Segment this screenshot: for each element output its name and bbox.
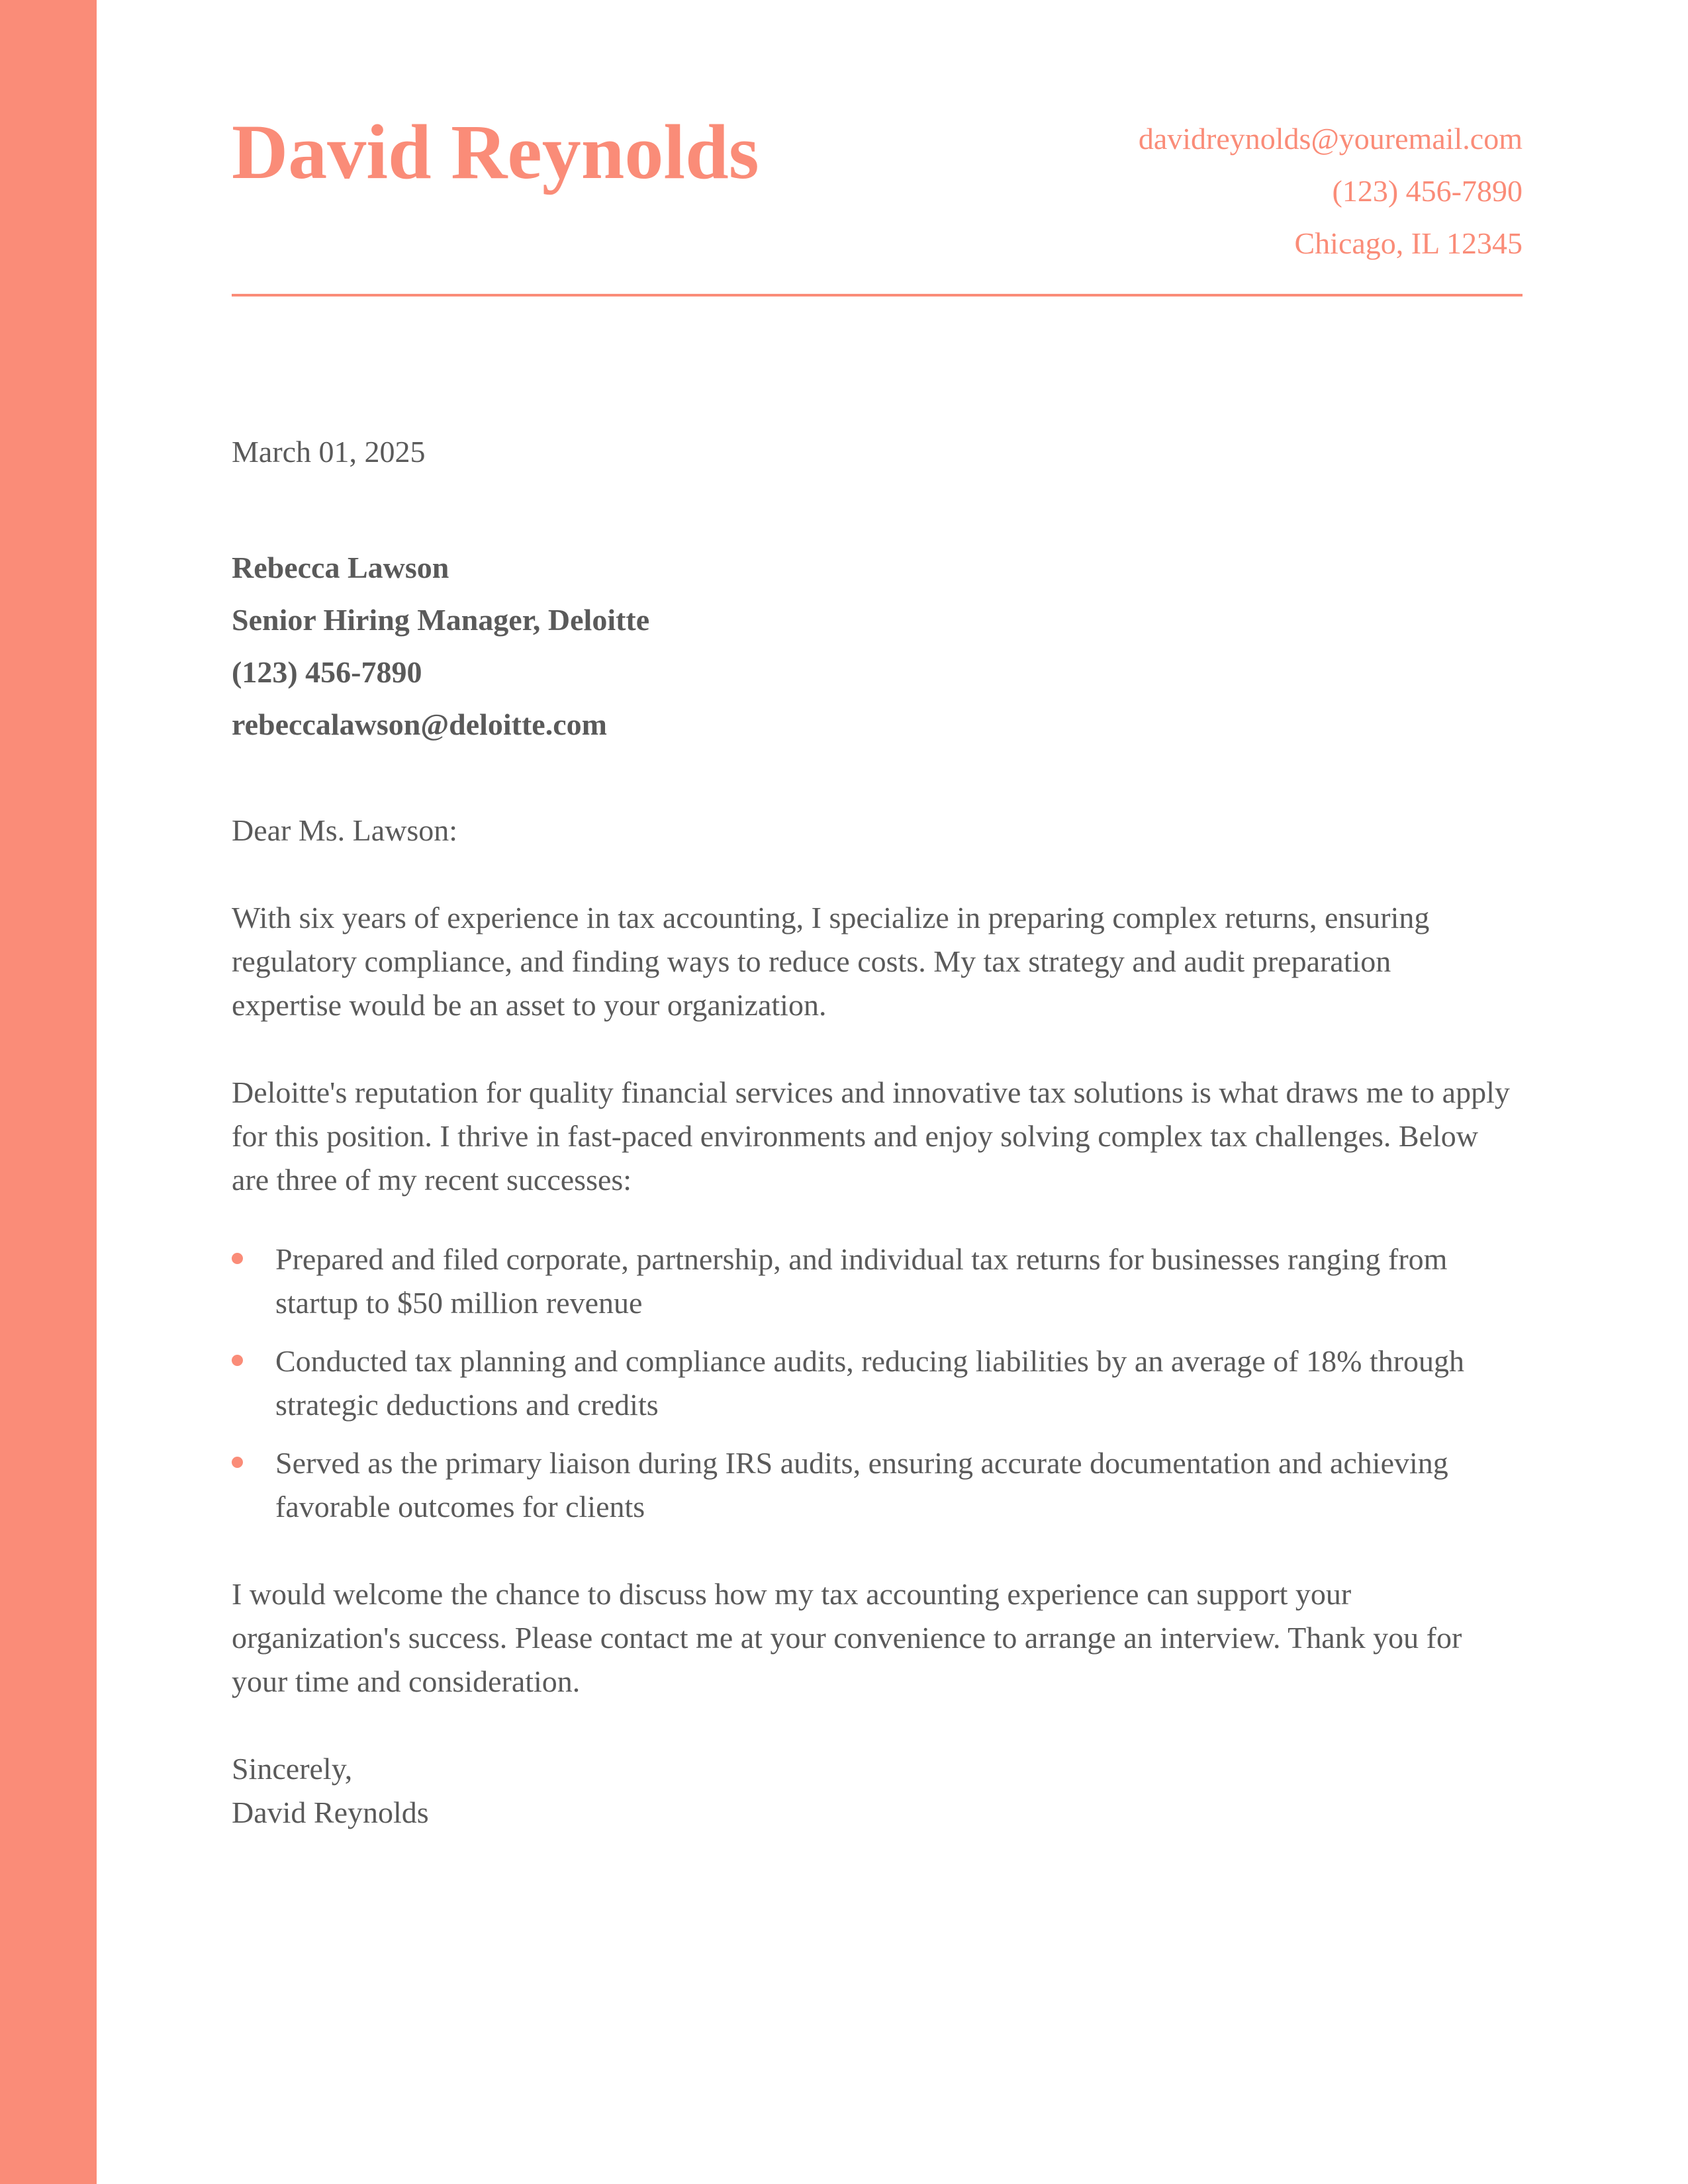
sender-email[interactable]: davidreynolds@youremail.com — [1138, 122, 1523, 156]
signature-name: David Reynolds — [232, 1796, 429, 1829]
success-text: Served as the primary liaison during IRS audits, ensuring accurate documentation and achieving favorable outcomes for clients — [275, 1446, 1448, 1524]
letter-header — [232, 106, 1523, 298]
letter-body — [232, 809, 1523, 1835]
closing-word: Sincerely, — [232, 1752, 353, 1786]
recipient-title: Senior Hiring Manager, Deloitte — [232, 603, 650, 637]
sender-contact-block — [1139, 113, 1523, 269]
cover-letter-page — [232, 0, 1523, 2184]
list-item — [232, 1340, 1523, 1427]
salutation: Dear Ms. Lawson: — [232, 813, 458, 847]
paragraph-closing: I would welcome the chance to discuss how my tax accounting experience can support your organization's success. Please contact me at your convenience to arrange an interview. Thank you for your time and consideration. — [232, 1577, 1462, 1698]
recipient-phone: (123) 456-7890 — [232, 655, 422, 689]
success-text: Prepared and filed corporate, partnership, and individual tax returns for businesses ranging from startup to $50 million revenue — [275, 1242, 1448, 1320]
sender-location: Chicago, IL 12345 — [1294, 226, 1523, 260]
recipient-block — [232, 541, 649, 751]
successes-list — [232, 1238, 1523, 1529]
bullet-dot-icon — [232, 1457, 243, 1468]
recipient-name: Rebecca Lawson — [232, 551, 449, 584]
letter-date: March 01, 2025 — [232, 435, 426, 469]
header-divider — [232, 294, 1523, 296]
bullet-dot-icon — [232, 1355, 243, 1366]
sign-off — [232, 1747, 1523, 1835]
paragraph-motivation: Deloitte's reputation for quality financial services and innovative tax solutions is what draws me to apply for this position. I thrive in fast-paced environments and enjoy solving complex tax challenges. Below are three of my recent successes: — [232, 1075, 1510, 1197]
paragraph-intro — [232, 896, 1523, 1027]
sender-name: David Reynolds — [232, 109, 759, 195]
sender-phone: (123) 456-7890 — [1332, 174, 1523, 208]
paragraph-intro-line-2: expertise would be an asset to your organization. — [232, 988, 827, 1022]
success-text: Conducted tax planning and compliance audits, reducing liabilities by an average of 18% through strategic deductions and credits — [275, 1344, 1465, 1422]
accent-side-bar — [0, 0, 97, 2184]
paragraph-intro-line-1: With six years of experience in tax accounting, I specialize in preparing complex returns, ensuring regulatory compliance, and finding ways to reduce costs. My tax strategy and audit preparation — [232, 901, 1430, 978]
list-item — [232, 1441, 1523, 1529]
list-item — [232, 1238, 1523, 1325]
recipient-email[interactable]: rebeccalawson@deloitte.com — [232, 707, 607, 741]
bullet-dot-icon — [232, 1253, 243, 1264]
